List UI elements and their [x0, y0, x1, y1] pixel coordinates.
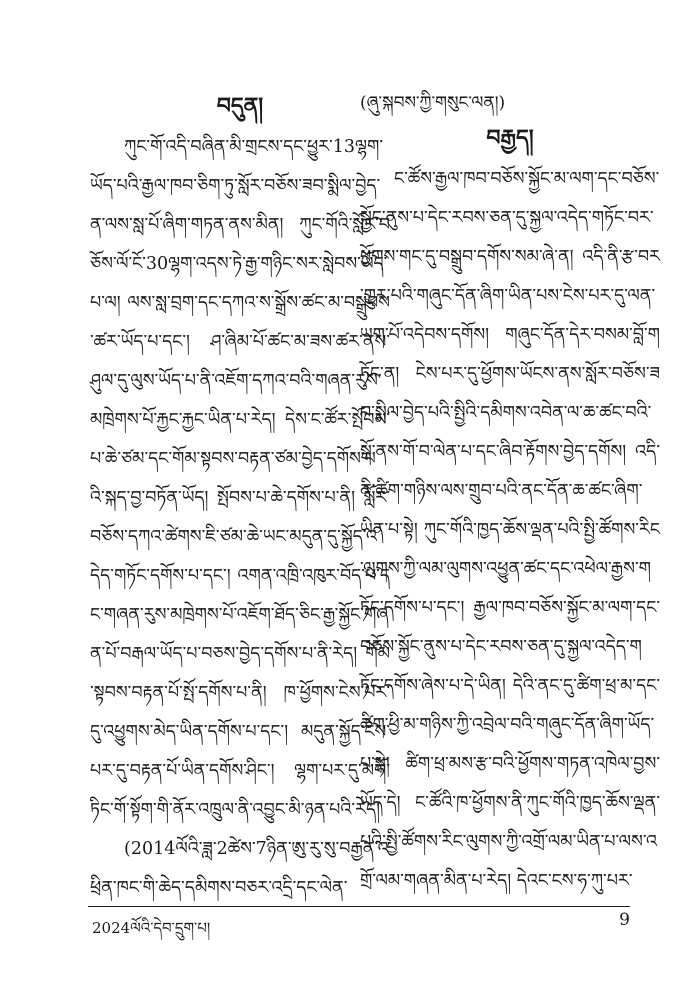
- interview-answer-note: (ཞུ་སྐབས་ཀྱི་གསུང་ལན།): [360, 93, 506, 113]
- section-seven-paragraph: ཀུང་གོ་འདི་བཞིན་མི་གྲངས་དང་ཕྱུར་13ལྷག་ཡོད་པའི་རྒྱལ་ཁབ་ཅིག་ཏུ་སློར་བཅོས་ཟབ་སྨིལ་བྱེད་ན་ལས་སླ་པོ་ཞིག་གཏན་ནས་མིན། ཀུང་གོའི་སློར་བཅོས་ལོ་ངོ་30ལྷག་འདས་ཏེ་རྒྱ་གཉིང་སར་སླེབས་ཡོད་པ་ལ། ལས་སླ་བྲག་དང་དཀའ་ས་སྒྲོས་ཚང་མ་བསྒྲུབས་ཚར་ཡོད་པ་དང་། ཤ་ཞིམ་པོ་ཚང་མ་ཟས་ཚར་ནས་ཤུལ་དུ་ལུས་ཡོད་པ་ནི་འཇོག་དཀའ་བའི་གཞན་རུས་མཁྲེགས་པོ་རྐྱང་རྐྱང་ཡིན་པ་རེད། དེས་ང་ཚོར་སྤོབས་པ་ཆེ་ཙམ་དང་གོམ་སྟབས་བརྟན་ཙམ་བྱེད་དགོས་པའི་སྐད་བྱ་བཏོན་ཡོད། སྤོབས་པ་ཆེ་དགོས་པ་ནི། སློར་བཅོས་དཀའ་ཚེགས་ཇི་ཙམ་ཆེ་ཡང་མདུན་དུ་སྐྱོད་འདེད་གཏོང་དགོས་པ་དང་། འགན་འཁྲི་འཁུར་བོད་པ་དང་གཞན་རུས་མཁྲེགས་པོ་འཇོག་ཐོད་ཅིང་རྒྱ་སྐྱོང་གཞན་པོ་བརྒལ་ཡོད་པ་བཅས་བྱེད་དགོས་པ་ནི་རེད། གོམ་སྟབས་བརྟན་པོ་སྤོ་དགོས་པ་ནི། ཁ་ཕྱོགས་ངེས་པར་དུ་འཕྱུགས་མེད་ཡིན་དགོས་པ་དང་། མདུན་སྐྱོད་ངེས་པར་དུ་བརྟན་པོ་ཡིན་དགོས་ཤིང་། ལྷག་པར་དུ་མགོ་ཏིང་གོ་སྟོག་གི་ནོར་འཁྲུལ་ནི་འབྱུང་མི་ཉན་པའི་རེད།: [90, 137, 390, 820]
- section-heading-eight: བརྒྱད།: [486, 125, 534, 151]
- right-column: [360, 90, 660, 901]
- left-column: [90, 86, 390, 908]
- section-heading-seven: བདུན།: [216, 93, 264, 119]
- section-eight-paragraph: ང་ཚོས་རྒྱལ་ཁབ་བཅོས་སྐྱོང་མ་ལག་དང་བཅོས་སྐྱོང་ནུས་པ་དེང་རབས་ཅན་དུ་སྐྱལ་འདེད་གཏོང་བར་ཕྱོགས་གང་དུ་བསྒྲུབ་དགོས་སམ་ཞེ་ན། འདི་ནི་རྩ་བར་གྱུར་པའི་གཞུང་དོན་ཞིག་ཡིན་པས་ངེས་པར་དུ་ལན་ཡག་པོ་འདེབས་དགོས། གཞུང་དོན་དེར་བསམ་བློ་གཏོང་ན། ངེས་པར་དུ་ཕྱོགས་ཡོངས་ནས་སློར་བཅོས་ཟབ་སྨིལ་བྱེད་པའི་སྤྱིའི་དམིགས་འབེན་ལ་ཆ་ཚང་བའི་སྒོ་ནས་གོ་བ་ལེན་པ་དང་ཞིབ་རྟོགས་བྱེད་དགོས། འདི་ནི་ཚིག་གཉིས་ལས་གྲུབ་པའི་ནང་དོན་ཆ་ཚང་ཞིག་ཡིན་པ་སྟེ། ཀུང་གོའི་ཁྱད་ཆོས་ལྡན་པའི་སྤྱི་ཚོགས་རིང་ལུགས་ཀྱི་ལམ་ལུགས་འཕྱུན་ཚང་དང་འཕེལ་རྒྱས་གཏོང་དགོས་པ་དང་། རྒྱལ་ཁབ་བཅོས་སྐྱོང་མ་ལག་དང་བཅོས་སྐྱོང་ནུས་པ་དེང་རབས་ཅན་དུ་སྐྱལ་འདེད་གཏོང་དགོས་ཞེས་པ་དེ་ཡིན། དེའི་ནང་དུ་ཚིག་ཕྲ་མ་དང་ཚིག་ཕྱི་མ་གཉིས་ཀྱི་འབྲེལ་བའི་གཞུང་དོན་ཞིག་ཡོད་པ་སྟེ། ཚིག་ཕྲ་མས་རྩ་བའི་ཕྱོགས་གཏན་འཁེལ་བྱས་ཡོད་དེ། ང་ཚོའི་ཁ་ཕྱོགས་ནི་ཀུང་གོའི་ཁྱད་ཆོས་ལྡན་པའི་སྤྱི་ཚོགས་རིང་ལུགས་ཀྱི་འགྲོ་ལམ་ཡིན་པ་ལས་འགྲོ་ལམ་གཞན་མིན་པ་རེད། དེའང་ངས་ཧ་ཀུ་པར་: [360, 169, 660, 891]
- footer-divider: [88, 906, 630, 907]
- interview-source-note: (2014ལོའི་ཟླ་2ཚེས་7ཉིན་ཨུ་རུ་སུ་བརྒྱན་འཕྲིན་ཁང་གི་ཆེད་དམིགས་བཅར་འདྲི་དང་ལེན་: [90, 839, 389, 898]
- page-number: 9: [619, 910, 630, 930]
- publication-issue: 2024ལོའི་དེབ་དྲུག་པ།: [92, 919, 211, 937]
